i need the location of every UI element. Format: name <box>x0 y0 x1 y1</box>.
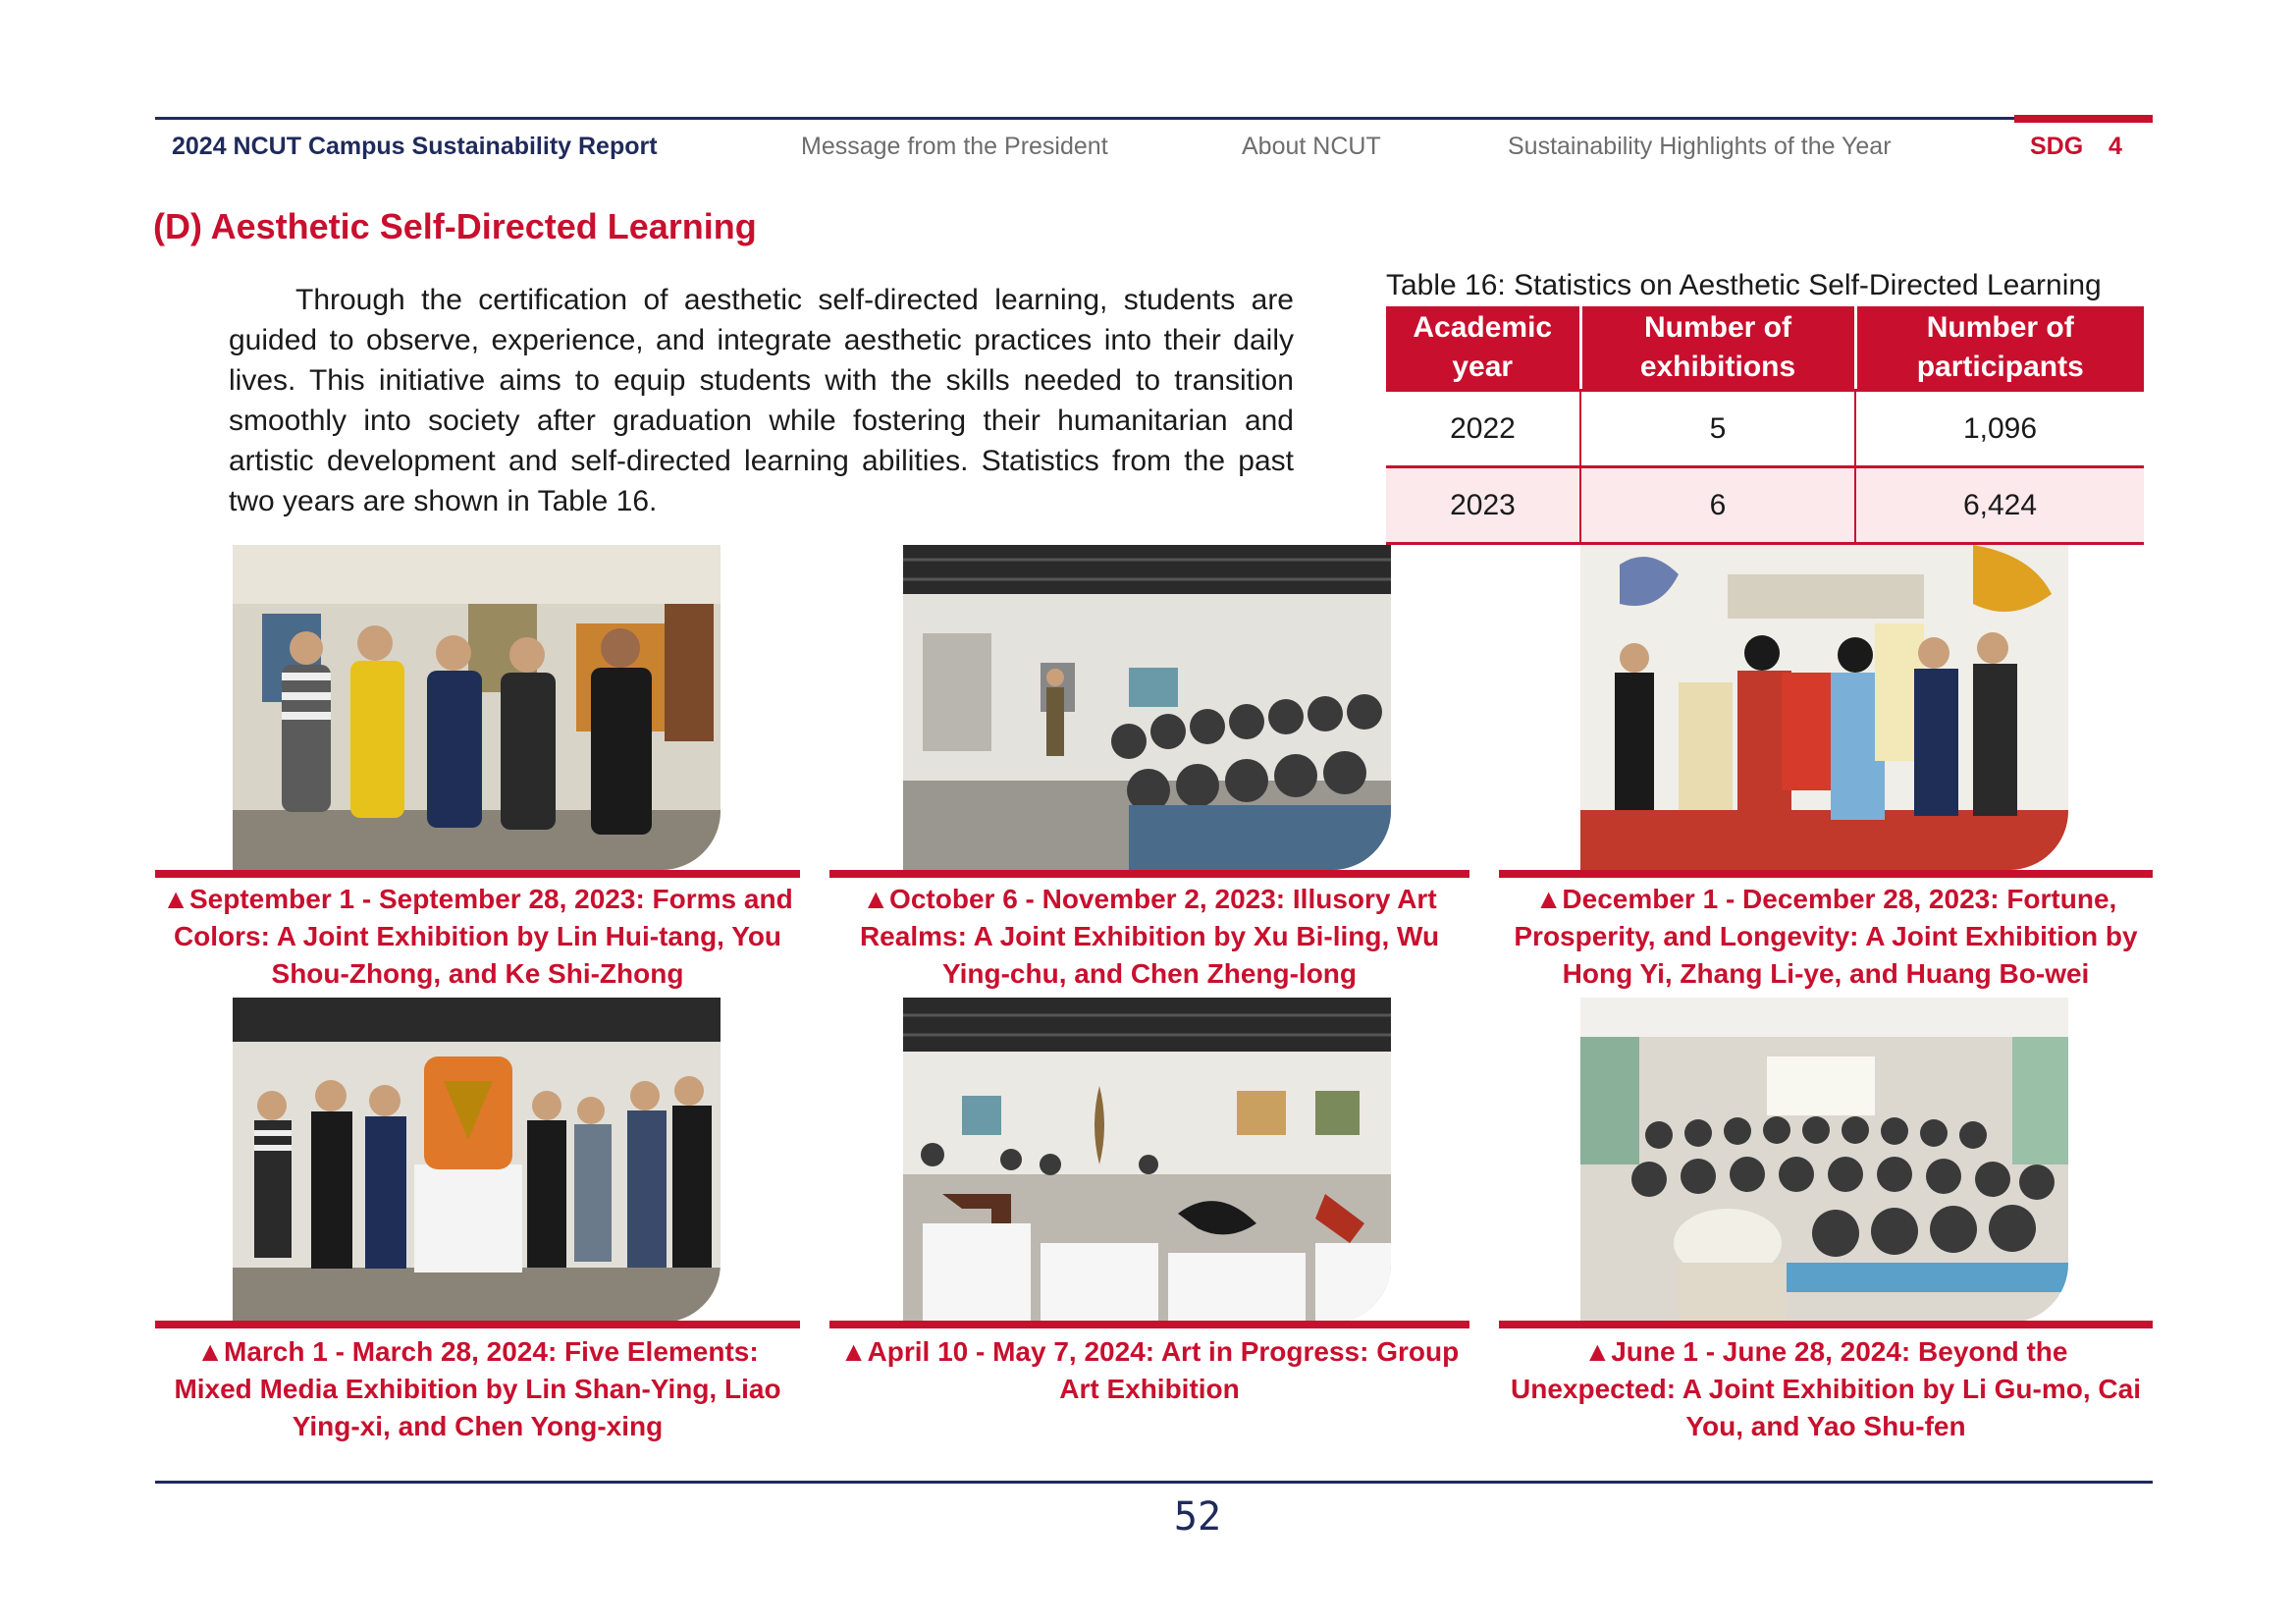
nav-about-ncut[interactable]: About NCUT <box>1242 133 1381 160</box>
page-number: 52 <box>1173 1494 1222 1540</box>
report-title: 2024 NCUT Campus Sustainability Report <box>172 133 658 160</box>
footer-rule <box>155 1481 2153 1484</box>
caption-rule-3 <box>1499 870 2153 878</box>
header-number-of-exhibitions: Number of exhibitions <box>1580 306 1855 391</box>
table-row <box>1386 391 2144 467</box>
exhibition-photo-5 <box>903 998 1391 1323</box>
photo-caption-3: ▲December 1 - December 28, 2023: Fortune, Prosperity, and Longevity: A Joint Exhibition by Hong Yi, Zhang Li-ye, and Huang Bo-wei <box>1514 884 2138 989</box>
caption-rule-1 <box>155 870 800 878</box>
header-academic-year: Academic year <box>1386 306 1580 391</box>
exhibition-photo-4 <box>233 998 721 1323</box>
exhibition-photo-6 <box>1580 998 2068 1323</box>
photo-caption-2: ▲October 6 - November 2, 2023: Illusory Art Realms: A Joint Exhibition by Xu Bi-ling, Wu Ying-chu, and Chen Zheng-long <box>859 884 1440 989</box>
photo-caption-4: ▲March 1 - March 28, 2024: Five Elements: Mixed Media Exhibition by Lin Shan-Ying, Liao Ying-xi, and Chen Yong-xing <box>174 1336 781 1441</box>
exhibition-photo-2 <box>903 545 1391 870</box>
intro-paragraph: Through the certification of aesthetic self-directed learning, students are guided to observe, experience, and integrate aesthetic practices into their daily lives. This initiative aims to equip students with the skills needed to transition smoothly into society after graduation while fostering their humanitarian and artistic development and self-directed learning abilities. Statistics from the past two years are shown in Table 16. <box>229 284 1294 517</box>
photo-caption-6: ▲June 1 - June 28, 2024: Beyond the Unexpected: A Joint Exhibition by Li Gu-mo, Cai You, and Yao Shu-fen <box>1511 1336 2141 1441</box>
cell-participants: 1,096 <box>1855 391 2144 467</box>
caption-rule-6 <box>1499 1321 2153 1328</box>
caption-rule-5 <box>829 1321 1469 1328</box>
cell-exhibitions: 6 <box>1580 467 1855 544</box>
section-title: (D) Aesthetic Self-Directed Learning <box>153 206 757 246</box>
header-accent-bar <box>2014 115 2153 123</box>
cell-year: 2022 <box>1386 391 1580 467</box>
table-caption: Table 16: Statistics on Aesthetic Self-Directed Learning <box>1386 269 2102 301</box>
statistics-table <box>1386 306 2144 545</box>
nav-sustainability-highlights[interactable]: Sustainability Highlights of the Year <box>1508 133 1892 160</box>
nav-message-from-president[interactable]: Message from the President <box>801 133 1108 160</box>
table-header-row <box>1386 306 2144 391</box>
photo-caption-5: ▲April 10 - May 7, 2024: Art in Progress: Group Art Exhibition <box>839 1336 1460 1404</box>
sdg-label[interactable]: SDG <box>2030 133 2084 160</box>
header-rule <box>155 117 2153 120</box>
cell-year: 2023 <box>1386 467 1580 544</box>
cell-exhibitions: 5 <box>1580 391 1855 467</box>
caption-rule-2 <box>829 870 1469 878</box>
caption-rule-4 <box>155 1321 800 1328</box>
exhibition-photo-3 <box>1580 545 2068 870</box>
cell-participants: 6,424 <box>1855 467 2144 544</box>
sdg-number[interactable]: 4 <box>2109 133 2122 160</box>
header-number-of-participants: Number of participants <box>1855 306 2144 391</box>
exhibition-photo-1 <box>233 545 721 870</box>
table-row <box>1386 467 2144 544</box>
photo-caption-1: ▲September 1 - September 28, 2023: Forms and Colors: A Joint Exhibition by Lin Hui-tang, You Shou-Zhong, and Ke Shi-Zhong <box>162 884 793 989</box>
